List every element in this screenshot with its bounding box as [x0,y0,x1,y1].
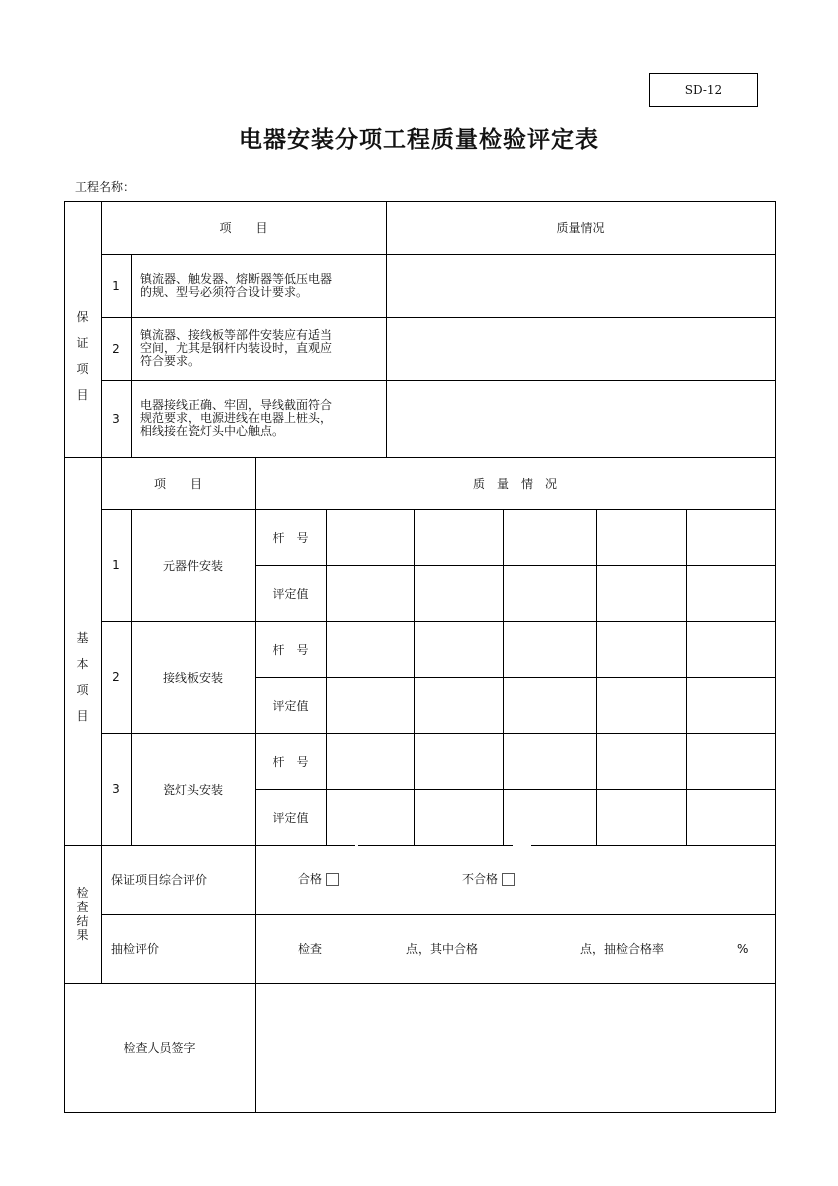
fail-option[interactable]: 不合格 [462,873,515,886]
guarantee-eval-label: 保证项目综合评价 [111,873,208,887]
basic-item-header: 项 目 [153,476,202,491]
guarantee-row-no: 1 [112,278,120,293]
guarantee-row-no: 2 [112,341,120,356]
rating-label: 评定值 [272,698,309,713]
pole-number-label: 杆 号 [272,754,309,769]
table-border-right [775,201,776,1113]
basic-row-name: 元器件安装 [162,558,223,573]
rating-label: 评定值 [272,586,309,601]
rating-label: 评定值 [272,810,309,825]
page-title: 电器安装分项工程质量检验评定表 [239,127,599,153]
guarantee-row-text: 镇流器、接线板等部件安装应有适当 空间，尤其是钢杆内装设时，直观应 符合要求。 [140,328,333,368]
basic-row-no: 1 [112,558,120,572]
guarantee-quality-header: 质量情况 [556,221,605,235]
basic-row-no: 3 [112,782,120,796]
basic-section-label: 基 本 项 目 [76,631,89,723]
inspector-signature-field[interactable] [256,984,775,1112]
points-rate-label: 点，抽检合格率 [580,942,665,956]
inspector-signature-label: 检查人员签字 [123,1041,196,1055]
form-code: SD-12 [649,73,758,107]
basic-row-name: 接线板安装 [162,670,223,685]
check-label: 检查 [298,942,323,956]
basic-row-no: 2 [112,670,120,684]
guarantee-row-no: 3 [112,411,120,426]
fail-checkbox[interactable] [502,873,515,886]
result-section-label: 检 查 结 果 [76,886,89,942]
project-name-label: 工程名称： [75,180,136,194]
pole-number-label: 杆 号 [272,642,309,657]
guarantee-row-text: 电器接线正确、牢固，导线截面符合 规范要求，电源进线在电器上桩头， 相线接在瓷灯头中心触点。 [140,398,333,438]
pass-option[interactable]: 合格 [298,873,339,886]
guarantee-row-text: 镇流器、触发器、熔断器等低压电器 的规、型号必须符合设计要求。 [140,272,333,299]
pole-number-label: 杆 号 [272,530,309,545]
points-pass-label: 点，其中合格 [406,942,479,956]
sample-eval-label: 抽检评价 [111,942,160,956]
percent-label: % [737,942,749,956]
guarantee-section-label: 保 证 项 目 [76,309,89,402]
basic-quality-header: 质 量 情 况 [472,476,557,491]
table-border-bottom [64,1112,776,1113]
basic-row-name: 瓷灯头安装 [162,782,223,797]
guarantee-item-header: 项 目 [219,221,268,235]
pass-checkbox[interactable] [326,873,339,886]
